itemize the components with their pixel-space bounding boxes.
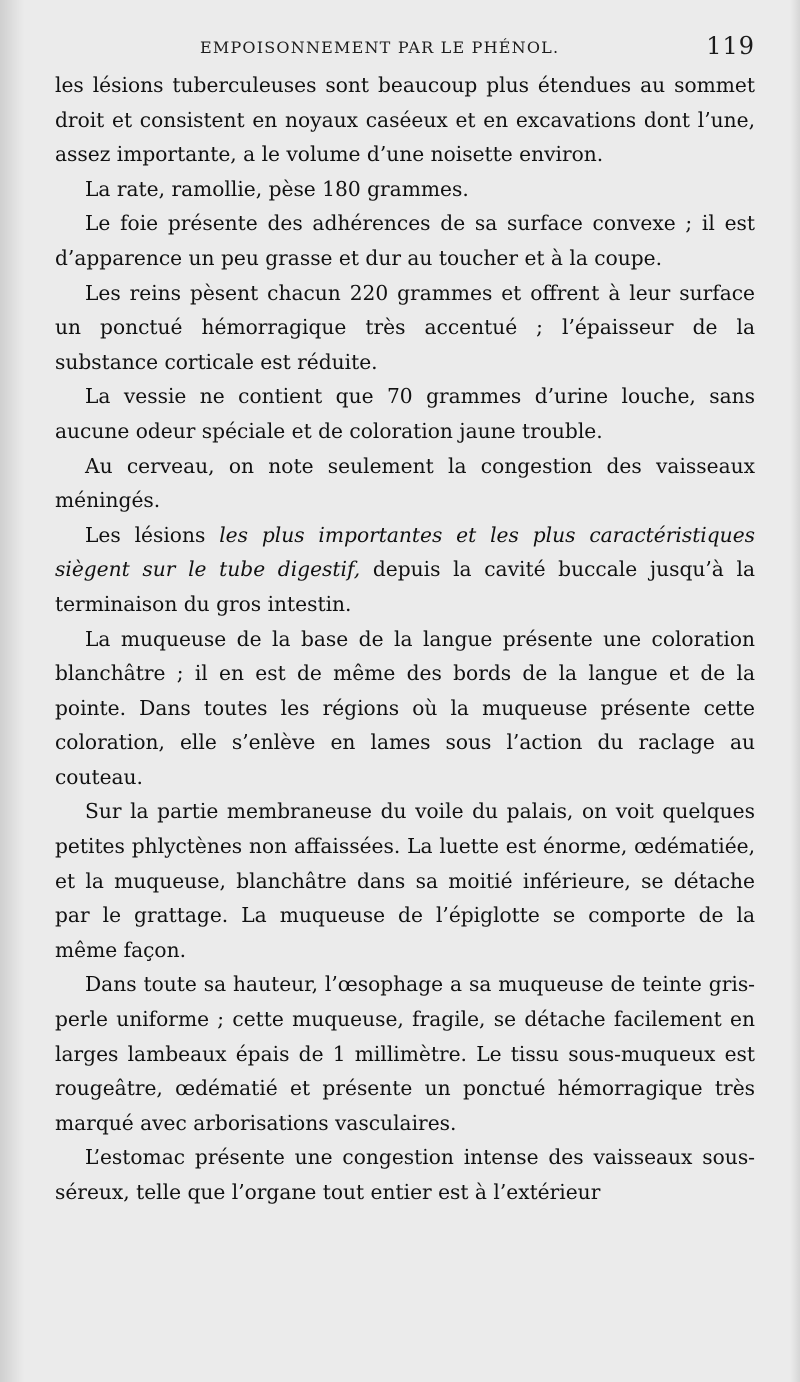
paragraph-6: Au cerveau, on note seulement la congestion des vaisseaux méningés. [55,453,755,513]
paragraph-7-tail: depuis la cavité buccale jusqu’à la terminaison du gros intestin. [55,557,755,616]
page-number: 119 [706,32,755,60]
paragraph-1: les lésions tuberculeuses sont beaucoup plus étendues au sommet droit et consistent en noyaux caséeux et en excavations dont l’une, assez importante, a le volume d’une noisette environ. [55,73,755,167]
paragraph-9: Sur la partie membraneuse du voile du palais, on voit quelques petites phlyctènes non affaissées. La luette est énorme, œdématiée, et la muqueuse, blanchâtre dans sa moitié inférieure, se détache par le grattage. La muqueuse de l’épiglotte se comporte de la même façon. [55,799,755,962]
paragraph-4: Les reins pèsent chacun 220 grammes et offrent à leur surface un ponctué hémorragique très accentué ; l’épaisseur de la substance corticale est réduite. [55,280,755,374]
paragraph-11: L’estomac présente une congestion intense des vaisseaux sous-séreux, telle que l’organe tout entier est à l’extérieur [55,1145,755,1204]
paragraph-2: La rate, ramollie, pèse 180 grammes. [85,176,469,201]
body-text [55,68,755,1210]
page-edge-shadow [0,0,24,1382]
paragraph-7-emphasis: les plus importantes et les plus caractéristiques siègent sur le tube digestif, [55,522,755,582]
paragraph-5: La vessie ne contient que 70 grammes d’urine louche, sans aucune odeur spéciale et de coloration jaune trouble. [55,384,755,443]
paragraph-7-lead: Les lésions [85,522,220,547]
page-header [60,32,755,72]
paragraph-10: Dans toute sa hauteur, l’œsophage a sa muqueuse de teinte gris-perle uniforme ; cette muqueuse, fragile, se détache facilement en larges lambeaux épais de 1 millimètre. Le tissu sous-muqueux est rougeâtre, œdématié et présente un ponctué hémorragique très marqué avec arborisations vasculaires. [55,972,755,1135]
page-edge-shadow-right [790,0,800,1382]
paragraph-7 [55,518,755,622]
paragraph-3: Le foie présente des adhérences de sa surface convexe ; il est d’apparence un peu grasse et dur au toucher et à la coupe. [55,211,755,270]
paragraph-8: La muqueuse de la base de la langue présente une coloration blanchâtre ; il en est de même des bords de la langue et de la pointe. Dans toutes les régions où la muqueuse présente cette coloration, elle s’enlève en lames sous l’action du raclage au couteau. [55,626,755,789]
running-head: EMPOISONNEMENT PAR LE PHÉNOL. [200,38,560,57]
